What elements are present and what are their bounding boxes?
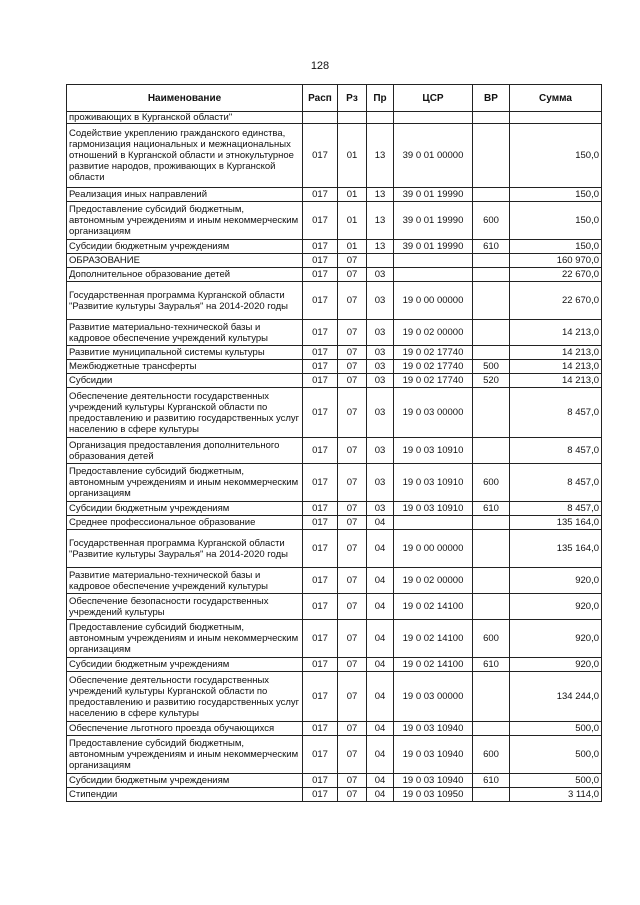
table-header xyxy=(67,85,602,112)
cell-pr: 03 xyxy=(367,360,394,374)
cell-sum: 14 213,0 xyxy=(510,346,602,360)
cell-sum: 500,0 xyxy=(510,722,602,736)
cell-vr xyxy=(473,722,510,736)
cell-rz xyxy=(338,112,367,124)
cell-rasp: 017 xyxy=(303,254,338,268)
cell-rasp: 017 xyxy=(303,346,338,360)
header-pr: Пр xyxy=(367,85,394,112)
cell-pr: 03 xyxy=(367,388,394,438)
cell-rasp: 017 xyxy=(303,320,338,346)
cell-rz: 07 xyxy=(338,672,367,722)
table-row xyxy=(67,374,602,388)
cell-sum: 920,0 xyxy=(510,658,602,672)
cell-rasp xyxy=(303,112,338,124)
cell-rz: 07 xyxy=(338,774,367,788)
cell-rasp: 017 xyxy=(303,240,338,254)
cell-sum: 150,0 xyxy=(510,124,602,188)
cell-sum xyxy=(510,112,602,124)
cell-rz: 07 xyxy=(338,722,367,736)
cell-name: Стипендии xyxy=(67,788,303,802)
cell-sum: 8 457,0 xyxy=(510,438,602,464)
cell-sum: 3 114,0 xyxy=(510,788,602,802)
table-row xyxy=(67,568,602,594)
cell-sum: 135 164,0 xyxy=(510,516,602,530)
cell-rasp: 017 xyxy=(303,268,338,282)
cell-name: Предоставление субсидий бюджетным, автономным учреждениям и иным некоммерческим организациям xyxy=(67,620,303,658)
cell-pr: 03 xyxy=(367,438,394,464)
cell-name: Предоставление субсидий бюджетным, автономным учреждениям и иным некоммерческим организациям xyxy=(67,202,303,240)
cell-rz: 07 xyxy=(338,438,367,464)
cell-rasp: 017 xyxy=(303,516,338,530)
cell-csr: 19 0 02 17740 xyxy=(394,374,473,388)
cell-rasp: 017 xyxy=(303,438,338,464)
cell-rz: 07 xyxy=(338,788,367,802)
table-row xyxy=(67,594,602,620)
cell-rz: 07 xyxy=(338,254,367,268)
cell-sum: 14 213,0 xyxy=(510,320,602,346)
table-row xyxy=(67,360,602,374)
cell-csr: 19 0 03 10910 xyxy=(394,502,473,516)
cell-name: Субсидии бюджетным учреждениям xyxy=(67,658,303,672)
cell-name: Государственная программа Курганской области "Развитие культуры Зауралья" на 2014-2020 годы xyxy=(67,530,303,568)
cell-sum: 500,0 xyxy=(510,736,602,774)
cell-name: Развитие материально-технической базы и кадровое обеспечение учреждений культуры xyxy=(67,568,303,594)
cell-vr xyxy=(473,530,510,568)
cell-pr: 03 xyxy=(367,464,394,502)
cell-sum: 135 164,0 xyxy=(510,530,602,568)
cell-name: Субсидии xyxy=(67,374,303,388)
cell-name: Развитие материально-технической базы и кадровое обеспечение учреждений культуры xyxy=(67,320,303,346)
cell-rz: 07 xyxy=(338,658,367,672)
cell-csr: 19 0 02 00000 xyxy=(394,568,473,594)
table-row xyxy=(67,320,602,346)
cell-sum: 8 457,0 xyxy=(510,464,602,502)
cell-name: Субсидии бюджетным учреждениям xyxy=(67,502,303,516)
cell-vr: 600 xyxy=(473,464,510,502)
cell-rz: 07 xyxy=(338,530,367,568)
cell-pr: 04 xyxy=(367,774,394,788)
cell-name: Обеспечение деятельности государственных учреждений культуры Курганской области по предоставлению и развитию государственных услуг населению в сфере культуры xyxy=(67,388,303,438)
cell-csr: 39 0 01 19990 xyxy=(394,240,473,254)
cell-rz: 07 xyxy=(338,388,367,438)
cell-csr: 39 0 01 00000 xyxy=(394,124,473,188)
table-row xyxy=(67,202,602,240)
cell-rz: 07 xyxy=(338,374,367,388)
cell-csr: 19 0 00 00000 xyxy=(394,530,473,568)
cell-sum: 22 670,0 xyxy=(510,282,602,320)
cell-sum: 920,0 xyxy=(510,568,602,594)
cell-pr xyxy=(367,112,394,124)
table-row xyxy=(67,530,602,568)
cell-vr xyxy=(473,672,510,722)
cell-rasp: 017 xyxy=(303,658,338,672)
cell-rasp: 017 xyxy=(303,722,338,736)
cell-name: Обеспечение деятельности государственных учреждений культуры Курганской области по предоставлению и развитию государственных услуг населению в сфере культуры xyxy=(67,672,303,722)
cell-rz: 01 xyxy=(338,124,367,188)
cell-csr: 19 0 03 10940 xyxy=(394,774,473,788)
cell-sum: 22 670,0 xyxy=(510,268,602,282)
cell-name: Субсидии бюджетным учреждениям xyxy=(67,240,303,254)
cell-csr: 19 0 03 10910 xyxy=(394,464,473,502)
cell-rz: 07 xyxy=(338,502,367,516)
cell-rz: 07 xyxy=(338,594,367,620)
cell-rasp: 017 xyxy=(303,594,338,620)
cell-pr: 03 xyxy=(367,282,394,320)
cell-name: Субсидии бюджетным учреждениям xyxy=(67,774,303,788)
cell-name: Развитие муниципальной системы культуры xyxy=(67,346,303,360)
cell-csr: 19 0 02 14100 xyxy=(394,594,473,620)
cell-pr: 03 xyxy=(367,374,394,388)
table-row xyxy=(67,240,602,254)
cell-rasp: 017 xyxy=(303,788,338,802)
cell-sum: 134 244,0 xyxy=(510,672,602,722)
cell-vr xyxy=(473,594,510,620)
cell-rasp: 017 xyxy=(303,502,338,516)
cell-vr xyxy=(473,124,510,188)
header-rasp: Расп xyxy=(303,85,338,112)
cell-pr: 04 xyxy=(367,722,394,736)
cell-vr xyxy=(473,346,510,360)
cell-csr xyxy=(394,112,473,124)
cell-sum: 150,0 xyxy=(510,202,602,240)
header-row xyxy=(67,85,602,112)
cell-pr: 03 xyxy=(367,502,394,516)
cell-pr: 03 xyxy=(367,346,394,360)
cell-rasp: 017 xyxy=(303,568,338,594)
cell-csr: 39 0 01 19990 xyxy=(394,202,473,240)
cell-rz: 01 xyxy=(338,202,367,240)
table-row xyxy=(67,658,602,672)
table-body xyxy=(67,112,602,802)
cell-pr: 04 xyxy=(367,658,394,672)
table-row xyxy=(67,774,602,788)
cell-rasp: 017 xyxy=(303,530,338,568)
table-row xyxy=(67,502,602,516)
cell-csr: 19 0 03 10910 xyxy=(394,438,473,464)
budget-table xyxy=(66,84,602,802)
table-row xyxy=(67,722,602,736)
cell-vr xyxy=(473,788,510,802)
cell-name: Государственная программа Курганской области "Развитие культуры Зауралья" на 2014-2020 годы xyxy=(67,282,303,320)
cell-pr: 13 xyxy=(367,202,394,240)
cell-sum: 150,0 xyxy=(510,188,602,202)
cell-rasp: 017 xyxy=(303,360,338,374)
cell-csr: 19 0 03 10940 xyxy=(394,736,473,774)
header-vr: ВР xyxy=(473,85,510,112)
cell-sum: 8 457,0 xyxy=(510,388,602,438)
cell-pr: 13 xyxy=(367,188,394,202)
cell-name: Обеспечение безопасности государственных учреждений культуры xyxy=(67,594,303,620)
cell-rz: 01 xyxy=(338,188,367,202)
cell-rz: 07 xyxy=(338,464,367,502)
cell-sum: 8 457,0 xyxy=(510,502,602,516)
cell-rz: 07 xyxy=(338,346,367,360)
cell-csr xyxy=(394,516,473,530)
cell-rasp: 017 xyxy=(303,374,338,388)
cell-name: Реализация иных направлений xyxy=(67,188,303,202)
cell-name: ОБРАЗОВАНИЕ xyxy=(67,254,303,268)
header-csr: ЦСР xyxy=(394,85,473,112)
cell-rasp: 017 xyxy=(303,124,338,188)
cell-vr: 600 xyxy=(473,620,510,658)
cell-csr: 19 0 00 00000 xyxy=(394,282,473,320)
cell-name: Содействие укреплению гражданского единства, гармонизация национальных и межнациональных отношений в Курганской области и этнокультурное развитие народов, проживающих в Курганской области xyxy=(67,124,303,188)
cell-rz: 07 xyxy=(338,282,367,320)
cell-csr: 19 0 03 10950 xyxy=(394,788,473,802)
cell-csr: 19 0 02 14100 xyxy=(394,658,473,672)
cell-pr: 13 xyxy=(367,240,394,254)
cell-name: Дополнительное образование детей xyxy=(67,268,303,282)
cell-vr xyxy=(473,112,510,124)
cell-name: Предоставление субсидий бюджетным, автономным учреждениям и иным некоммерческим организациям xyxy=(67,464,303,502)
cell-rasp: 017 xyxy=(303,736,338,774)
table-row xyxy=(67,438,602,464)
table-row xyxy=(67,464,602,502)
cell-rasp: 017 xyxy=(303,774,338,788)
cell-vr xyxy=(473,438,510,464)
cell-csr xyxy=(394,254,473,268)
cell-vr: 600 xyxy=(473,736,510,774)
table-row xyxy=(67,736,602,774)
cell-name: проживающих в Курганской области" xyxy=(67,112,303,124)
header-name: Наименование xyxy=(67,85,303,112)
cell-rasp: 017 xyxy=(303,282,338,320)
cell-vr xyxy=(473,516,510,530)
table-row xyxy=(67,788,602,802)
cell-rz: 07 xyxy=(338,736,367,774)
cell-name: Организация предоставления дополнительного образования детей xyxy=(67,438,303,464)
cell-rasp: 017 xyxy=(303,672,338,722)
cell-rasp: 017 xyxy=(303,202,338,240)
cell-rz: 07 xyxy=(338,320,367,346)
cell-pr: 04 xyxy=(367,516,394,530)
table-row xyxy=(67,516,602,530)
cell-sum: 920,0 xyxy=(510,620,602,658)
cell-rz: 07 xyxy=(338,620,367,658)
cell-vr xyxy=(473,568,510,594)
cell-vr xyxy=(473,320,510,346)
table-row xyxy=(67,672,602,722)
cell-sum: 150,0 xyxy=(510,240,602,254)
cell-csr: 19 0 02 00000 xyxy=(394,320,473,346)
page-number: 128 xyxy=(310,60,330,72)
cell-vr xyxy=(473,188,510,202)
cell-name: Межбюджетные трансферты xyxy=(67,360,303,374)
cell-rasp: 017 xyxy=(303,620,338,658)
cell-csr: 39 0 01 19990 xyxy=(394,188,473,202)
cell-vr: 610 xyxy=(473,774,510,788)
cell-vr: 600 xyxy=(473,202,510,240)
cell-rasp: 017 xyxy=(303,388,338,438)
cell-name: Среднее профессиональное образование xyxy=(67,516,303,530)
cell-sum: 500,0 xyxy=(510,774,602,788)
table-row xyxy=(67,112,602,124)
cell-vr: 610 xyxy=(473,240,510,254)
cell-vr: 610 xyxy=(473,658,510,672)
cell-rasp: 017 xyxy=(303,464,338,502)
cell-pr: 03 xyxy=(367,320,394,346)
cell-pr: 04 xyxy=(367,568,394,594)
cell-csr xyxy=(394,268,473,282)
cell-rasp: 017 xyxy=(303,188,338,202)
cell-csr: 19 0 02 17740 xyxy=(394,360,473,374)
cell-pr: 03 xyxy=(367,268,394,282)
table-row xyxy=(67,620,602,658)
cell-vr: 610 xyxy=(473,502,510,516)
cell-csr: 19 0 02 17740 xyxy=(394,346,473,360)
table-row xyxy=(67,346,602,360)
cell-vr: 500 xyxy=(473,360,510,374)
cell-name: Обеспечение льготного проезда обучающихся xyxy=(67,722,303,736)
cell-pr: 04 xyxy=(367,530,394,568)
cell-rz: 07 xyxy=(338,568,367,594)
cell-pr: 04 xyxy=(367,736,394,774)
cell-sum: 14 213,0 xyxy=(510,360,602,374)
cell-rz: 07 xyxy=(338,360,367,374)
cell-csr: 19 0 03 00000 xyxy=(394,672,473,722)
cell-vr xyxy=(473,268,510,282)
table-row xyxy=(67,268,602,282)
cell-vr xyxy=(473,282,510,320)
cell-vr xyxy=(473,254,510,268)
cell-rz: 07 xyxy=(338,268,367,282)
cell-pr: 04 xyxy=(367,672,394,722)
cell-sum: 160 970,0 xyxy=(510,254,602,268)
cell-sum: 920,0 xyxy=(510,594,602,620)
cell-rz: 07 xyxy=(338,516,367,530)
cell-vr xyxy=(473,388,510,438)
header-rz: Рз xyxy=(338,85,367,112)
cell-sum: 14 213,0 xyxy=(510,374,602,388)
cell-name: Предоставление субсидий бюджетным, автономным учреждениям и иным некоммерческим организациям xyxy=(67,736,303,774)
cell-csr: 19 0 02 14100 xyxy=(394,620,473,658)
cell-pr xyxy=(367,254,394,268)
cell-pr: 04 xyxy=(367,620,394,658)
cell-vr: 520 xyxy=(473,374,510,388)
table-row xyxy=(67,282,602,320)
cell-pr: 04 xyxy=(367,788,394,802)
cell-pr: 13 xyxy=(367,124,394,188)
table-row xyxy=(67,124,602,188)
cell-csr: 19 0 03 00000 xyxy=(394,388,473,438)
table-row xyxy=(67,388,602,438)
table-row xyxy=(67,254,602,268)
cell-csr: 19 0 03 10940 xyxy=(394,722,473,736)
cell-rz: 01 xyxy=(338,240,367,254)
header-sum: Сумма xyxy=(510,85,602,112)
cell-pr: 04 xyxy=(367,594,394,620)
table-row xyxy=(67,188,602,202)
